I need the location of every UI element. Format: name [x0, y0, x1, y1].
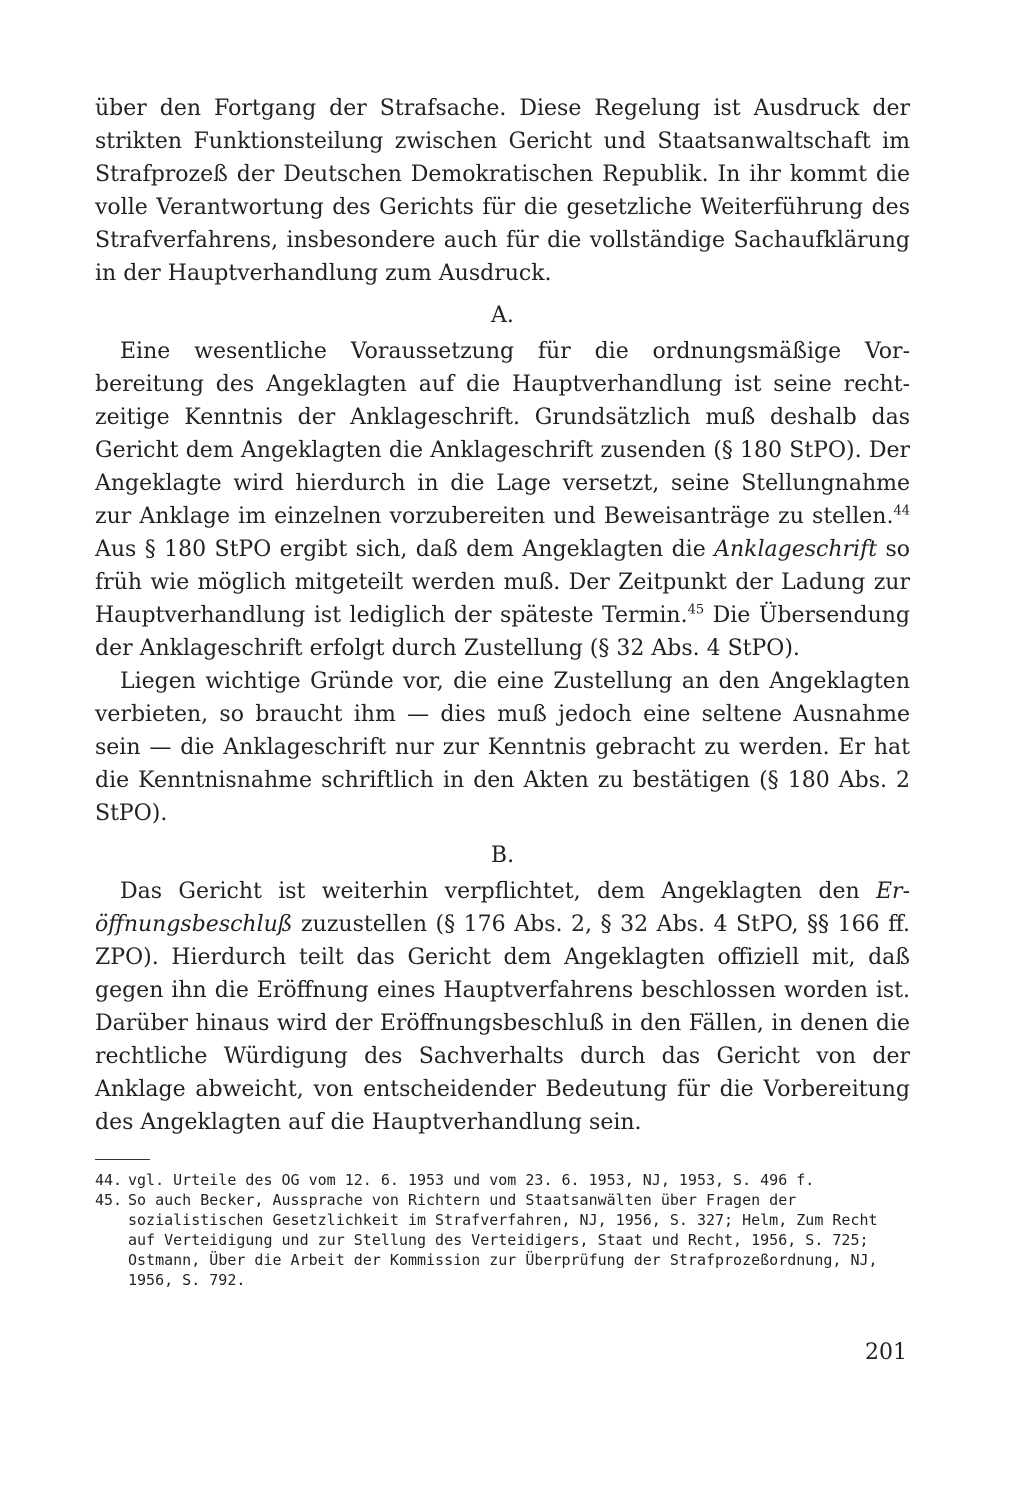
footnote-divider — [95, 1159, 150, 1160]
document-page — [95, 92, 910, 1290]
section-heading-a: A. — [491, 303, 514, 328]
text-run: zuzustellen (§ 176 Abs. 2, § 32 Abs. 4 StPO, §§ 166 ff. ZPO). Hierdurch teilt das Gericht dem Angeklagten offiziell mit, daß gegen ihn die Eröffnung eines Hauptverfahrens beschlossen worden ist. Darüber hinaus wird der Eröffnungsbeschluß in den Fällen, in denen die rechtliche Würdigung des Sachverhalts durch das Gericht von der Anklage abweicht, von entscheidender Bedeutung für die Vorbereitung des Angeklagten auf die Hauptverhandlung sein. — [95, 912, 910, 1135]
text-run: Eine wesentliche Voraussetzung für die ordnungsmäßige Vorbereitung des Angeklagten auf die Hauptverhandlung ist seine rechtzeitige Kenntnis der Anklageschrift. Grundsätzlich muß deshalb das Gericht dem Angeklagten die Anklageschrift zusenden (§ 180 StPO). Der Angeklagte wird hierdurch in die Lage versetzt, seine Stellungnahme zur Anklage im einzelnen vorzubereiten und Beweisanträge zu stellen. — [95, 339, 910, 529]
text-run: Aus § 180 StPO ergibt sich, daß dem Angeklagten die — [95, 537, 715, 562]
footnotes — [95, 1170, 910, 1290]
section-heading-b: B. — [490, 843, 515, 868]
footnote-text: vgl. Urteile des OG vom 12. 6. 1953 und vom 23. 6. 1953, NJ, 1953, S. 496 f. — [128, 1171, 815, 1189]
page-number: 201 — [865, 1340, 907, 1365]
text-run: Die Übersendung der Anklageschrift erfolgt durch Zustellung (§ 32 Abs. 4 StPO). — [95, 603, 910, 661]
paragraph-b1 — [95, 875, 910, 1139]
paragraph-a2: Liegen wichtige Gründe vor, die eine Zustellung an den Angeklagten verbieten, so braucht ihm — dies muß jedoch eine seltene Ausnahme sein — die Anklageschrift nur zur Kenntnis gebracht zu werden. Er hat die Kenntnisnahme schriftlich in den Akten zu bestätigen (§ 180 Abs. 2 StPO). — [95, 669, 910, 826]
text-run: so früh wie möglich mitgeteilt werden muß. Der Zeitpunkt der Ladung zur Hauptverhandlung ist lediglich der späteste Termin. — [95, 537, 910, 628]
footnote-ref-45: 45 — [687, 602, 705, 618]
italic-term-eroeffnungsbeschluss: Eröffnungsbeschluß — [95, 879, 910, 937]
footnote-text: So auch Becker, Aussprache von Richtern und Staatsanwälten über Fragen der sozialistischen Gesetzlichkeit im Strafverfahren, NJ, 1956, S. 327; Helm, Zum Recht auf Verteidigung und zur Stellung des Verteidigers, Staat und Recht, 1956, S. 725; Ostmann, Über die Arbeit der Kommission zur Überprüfung der Strafprozeßordnung, NJ, 1956, S. 792. — [128, 1191, 878, 1289]
footnote-ref-44: 44 — [893, 503, 910, 519]
footnote-number: 44. — [95, 1171, 123, 1189]
italic-term-anklageschrift: Anklageschrift — [714, 537, 878, 562]
text-run: Das Gericht ist weiterhin verpflichtet, dem Angeklagten den — [120, 879, 876, 904]
footnote-number: 45. — [95, 1191, 123, 1209]
paragraph-intro: über den Fortgang der Strafsache. Diese Regelung ist Ausdruck der strikten Funktionsteilung zwischen Gericht und Staatsanwaltschaft im Strafprozeß der Deutschen Demokratischen Republik. In ihr kommt die volle Verantwortung des Gerichts für die gesetzliche Weiterführung des Strafverfahrens, insbesondere auch für die vollständige Sachaufklärung in der Hauptverhandlung zum Ausdruck. — [95, 96, 910, 286]
paragraph-a1 — [95, 335, 910, 665]
footnote-44 — [95, 1170, 910, 1190]
footnote-45 — [95, 1190, 910, 1290]
